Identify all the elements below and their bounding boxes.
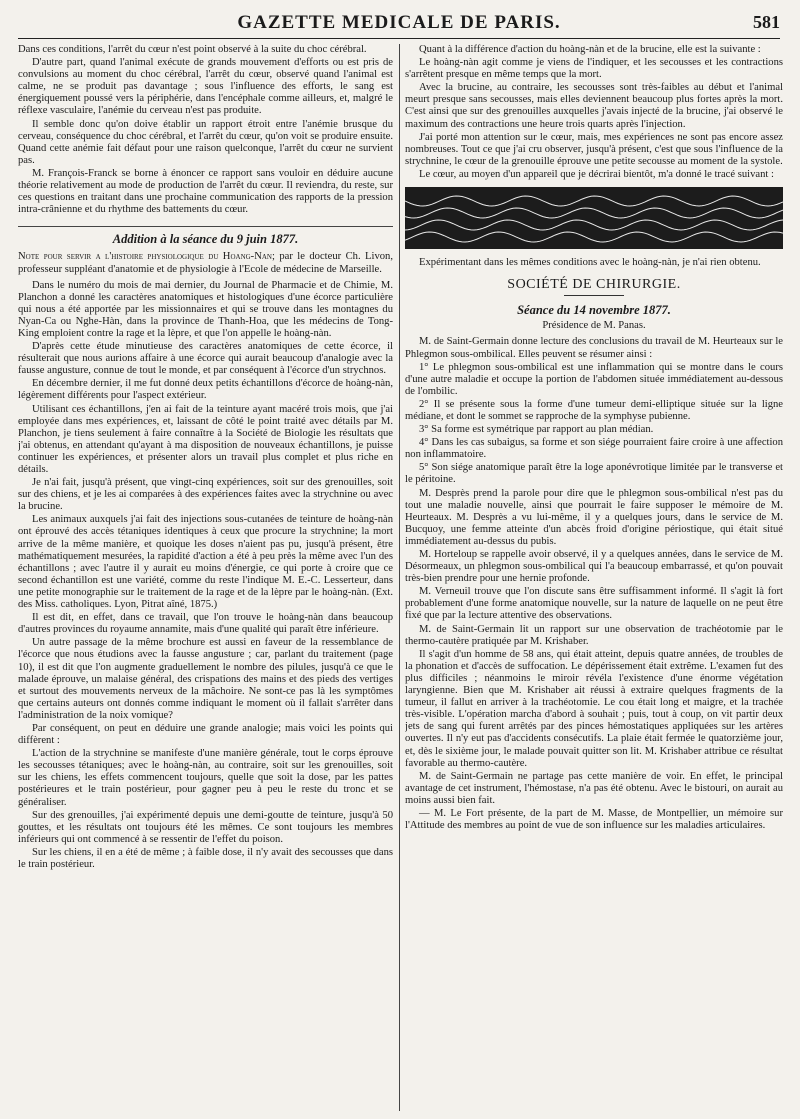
paragraph: M. de Saint-Germain ne partage pas cette manière de voir. En effet, le principal avantage de cet instrument, l'hémostase, n'a pas été obtenu. Avec le bistouri, on aurait au moins aussi bien fait. — [405, 770, 783, 806]
paragraph: M. François-Franck se borne à énoncer ce rapport sans vouloir en déduire aucune théorie relativement au mode de production de l'arrêt du cœur. Il reviendra, du reste, sur ces questions en traitant dans une prochaine communication des rapports de la pression intra-crânienne et du rhythme des battements du cœur. — [18, 167, 393, 216]
paragraph: J'ai porté mon attention sur le cœur, mais, mes expériences ne sont pas encore assez nombreuses. Tout ce que j'ai cru observer, jusqu'à présent, c'est que sous l'influence de la strychnine, le cœur de la grenouille éprouve une petite secousse au moment de la systole. — [405, 131, 783, 167]
paragraph: Sur des grenouilles, j'ai expérimenté depuis une demi-goutte de teinture, jusqu'à 50 gouttes, et les résultats ont toujours été les mêmes. Ce sont toujours les membres inférieurs qui ont commencé à se ressentir de l'effet du poison. — [18, 809, 393, 845]
paragraph: 4° Dans les cas subaigus, sa forme et son siége pourraient faire croire à une affection non inflammatoire. — [405, 437, 783, 461]
societe-heading: SOCIÉTÉ DE CHIRURGIE. — [507, 277, 681, 293]
paragraph: Les animaux auxquels j'ai fait des injections sous-cutanées de teinture de hoàng-nàn ont éprouvé des accès tétaniques identiques à ceux que procure la strychnine; la mort arrive de la même manière, et quoique les doses n'aient pas pu, jusqu'à présent, être mathématiquement mesurées, la rapidité d'action a été à peu près la même avec l'un des échantillons ; avec l'autre il y aurait eu moins d'énergie, ce qui porte à croire que ce second échantillon est une variété, comme du reste l'indique M. E.-C. Lesserteur, dans une petite monographie sur le traitement de la rage et de la lèpre par le hoàng-nàn. (Ext. des Miss. catholiques. Lyon, Pitrat aîné, 1875.) — [18, 514, 393, 611]
paragraph: Dans ces conditions, l'arrêt du cœur n'est point observé à la suite du choc cérébral. — [18, 44, 367, 55]
paragraph: Un autre passage de la même brochure est aussi en faveur de la ressemblance de l'écorce que nous étudions avec la fausse angusture ; car, parlant du traitement (page 10), il est dit que l'on augmente graduellement le nombre des pilules, jusqu'à ce que le malade éprouve, un malaise général, des crispations des mains et des pieds des vertiges et surtout des mouvements nerveux de la mâchoire. Ne sont-ce pas là les symptômes que certains auteurs ont donnés comme indiquant le moment où il fallait s'arrêter dans l'administration de la noix vomique? — [18, 637, 393, 721]
paragraph: Expérimentant dans les mêmes conditions avec le hoàng-nàn, je n'ai rien obtenu. — [419, 257, 761, 269]
heart-tracing-figure — [405, 187, 783, 249]
page-header — [18, 10, 780, 39]
paragraph: L'action de la strychnine se manifeste d'une manière générale, tout le corps éprouve les secousses tétaniques; avec le hoàng-nàn, au contraire, soit sur les grenouilles, soit sur les chiens, les effets commencent toujours, quelle que soit la dose, par les pattes postérieures et le train postérieur, pour gagner peu à peu le reste du tronc et se généraliser. — [18, 748, 393, 808]
journal-title: GAZETTE MEDICALE DE PARIS. — [237, 12, 561, 33]
paragraph: Dans le numéro du mois de mai dernier, du Journal de Pharmacie et de Chimie, M. Planchon a donné les caractères anatomiques et histologiques d'une écorce particulière qui nous a été apportée par les missionnaires et qui se trouve dans les montagnes du Nyan-Ca ou Nghe-Hàn, dans la province de Thanh-Hoa, que les médecins de Tong-King emploient contre la rage et la lèpre, et que l'on appelle le hoàng-nàn. — [18, 279, 393, 339]
paragraph: Le cœur, au moyen d'un appareil que je décrirai bientôt, m'a donné le tracé suivant : — [419, 168, 774, 180]
addition-heading: Addition à la séance du 9 juin 1877. — [18, 226, 393, 245]
right-column — [405, 44, 783, 1113]
paragraph: D'après cette étude minutieuse des caractères anatomiques de cette écorce, il résulterait que nous aurions affaire à une écorce qui aurait beaucoup d'analogie avec la fausse angusture, connue de tout le monde, et par conséquent à l'écorce d'un strychnos. — [18, 341, 393, 377]
note-heading — [18, 251, 393, 275]
paragraph: Il semble donc qu'on doive établir un rapport étroit entre l'anémie brusque du cerveau, conséquence du choc cérébral, et l'arrêt du cœur, qu'on voit se produire ensuite. Quand cette anémie fait défaut pour une raison quelconque, l'arrêt du cœur ne survient pas. — [18, 118, 393, 166]
paragraph: Il s'agit d'un homme de 58 ans, qui était atteint, depuis quatre années, de troubles de la phonation et d'accès de suffocation. Le dépérissement était extrême. L'examen fut des plus difficiles ; néanmoins le miroir révéla l'existence d'une énorme végétation laryngienne. Bien que M. Krishaber ait réussi à extraire quelques fragments de la tumeur, il fallut en arriver à la trachéotomie. Le cou était long et maigre, et la trachée très-visible. L'opération marcha d'abord à souhait ; puis, tout à coup, on vit partir deux jets de sang qui furent arrêtés par des pinces hémostatiques appliquées sur les artères ouvertes. Il n'y eut pas d'accidents consécutifs. La plaie était fermée le quatorzième jour, et, dès le sixième jour, le malade pouvait quitter son lit. M. Krishaber attribue ce résultat favorable au thermo-cautère. — [405, 648, 783, 769]
paragraph: Quant à la différence d'action du hoàng-nàn et de la brucine, elle est la suivante : — [419, 44, 761, 55]
paragraph: Avec la brucine, au contraire, les secousses sont très-faibles au début et l'animal meurt presque sans secousses, mais elles deviennent beaucoup plus fortes après la mort. C'est ainsi que sur des grenouilles auxquelles j'avais injecté de la brucine, j'ai observé le maximum des contractions une heure trois quarts après l'injection. — [405, 82, 783, 130]
paragraph: 5° Son siége anatomique paraît être la loge aponévrotique limitée par le transverse et le péritoine. — [405, 462, 783, 486]
presidence-line: Présidence de M. Panas. — [542, 320, 646, 332]
paragraph: D'autre part, quand l'animal exécute de grands mouvement d'efforts ou est pris de convulsions au moment du choc cérébral, l'arrêt du cœur, observé quand l'animal est calme, ne se produit pas davantage ; sous l'influence des efforts, le sang est énergiquement poussé vers la périphérie, dans l'encéphale comme ailleurs, et, malgré le réflexe vasculaire, l'anémie du cerveau n'est pas produite. — [18, 57, 393, 117]
column-divider — [399, 44, 400, 1111]
paragraph: Il est dit, en effet, dans ce travail, que l'on trouve le hoàng-nàn dans beaucoup d'autres provinces du royaume annamite, mais d'une qualité qui paraît être inférieure. — [18, 612, 393, 636]
paragraph: M. de Saint-Germain donne lecture des conclusions du travail de M. Heurteaux sur le Phlegmon sous-ombilical. Elles peuvent se résumer ainsi : — [405, 336, 783, 360]
paragraph: Sur les chiens, il en a été de même ; à faible dose, il n'y avait des secousses que dans le train postérieur. — [18, 846, 393, 870]
paragraph: Par conséquent, on peut en déduire une grande analogie; mais voici les points qui diffèrent : — [18, 722, 393, 747]
paragraph: 1° Le phlegmon sous-ombilical est une inflammation qui se montre dans le cours d'une autre maladie et occupe la portion de l'abdomen située immédiatement au-dessous de l'ombilic. — [405, 361, 783, 397]
paragraph: M. de Saint-Germain lit un rapport sur une observation de trachéotomie par le thermo-cautère pratiquée par M. Krishaber. — [405, 623, 783, 647]
note-title: Note pour servir a l'histoire physiologique du Hoang-Nan; — [18, 251, 275, 263]
paragraph: 3° Sa forme est symétrique par rapport au plan médian. — [419, 424, 654, 436]
paragraph: 2° Il se présente sous la forme d'une tumeur demi-elliptique située sur la ligne médiane, et dont le sommet se rapproche de la symphyse pubienne. — [405, 398, 783, 422]
seance-heading: Séance du 14 novembre 1877. — [517, 303, 671, 318]
divider — [564, 295, 624, 296]
left-column — [18, 44, 393, 1113]
paragraph: M. Desprès prend la parole pour dire que le phlegmon sous-ombilical n'est pas du tout une maladie nouvelle, ainsi que pourrait le faire supposer le mémoire de M. Heurteaux. M. Desprès a vu lui-même, il y a quelques jours, dans le service de M. Bucquoy, une femme atteinte d'un abcès froid d'origine périostique, qui était situé immédiatement au-dessus du pubis. — [405, 487, 783, 547]
paragraph: — M. Le Fort présente, de la part de M. Masse, de Montpellier, un mémoire sur l'Attitude des membres au point de vue de son influence sur les maladies articulaires. — [405, 807, 783, 832]
paragraph: En décembre dernier, il me fut donné deux petits échantillons d'écorce de hoàng-nàn, légèrement différents pour l'aspect extérieur. — [18, 378, 393, 402]
page-number: 581 — [753, 12, 780, 32]
paragraph: Le hoàng-nàn agit comme je viens de l'indiquer, et les secousses et les contractions s'arrêtent presque en même temps que la mort. — [405, 57, 783, 81]
paragraph: M. Horteloup se rappelle avoir observé, il y a quelques années, dans le service de M. Désormeaux, un phlegmon sous-ombilical qui l'a beaucoup embarrassé, et qu'on pouvait très-bien prendre pour une hernie profonde. — [405, 549, 783, 585]
paragraph: Je n'ai fait, jusqu'à présent, que vingt-cinq expériences, soit sur des grenouilles, soit sur des chiens, et je les ai comparées à des expériences faites avec la strychnine ou avec la brucine. — [18, 477, 393, 513]
paragraph: Utilisant ces échantillons, j'en ai fait de la teinture ayant macéré trois mois, que j'ai employée dans mes expériences, et, laissant de côté le point traité avec détails par M. Planchon, je tiens seulement à faire connaître à la Société de Biologie les résultats que j'ai obtenus, en attendant qu'ayant à ma disposition de nouveaux échantillons, je puisse continuer les expériences, et présenter alors un travail plus complet et plus riche en détails. — [18, 403, 393, 475]
paragraph: M. Verneuil trouve que l'on discute sans être suffisamment informé. Il s'agit là fort probablement d'une forme anatomique nouvelle, sur la nature de laquelle on ne peut être fixé que par la lecture attentive des observations. — [405, 586, 783, 622]
note-author: par le docteur Ch. Livon, professeur suppléant d'anatomie et de physiologie à l'Ecole de médecine de Marseille. — [18, 251, 393, 275]
